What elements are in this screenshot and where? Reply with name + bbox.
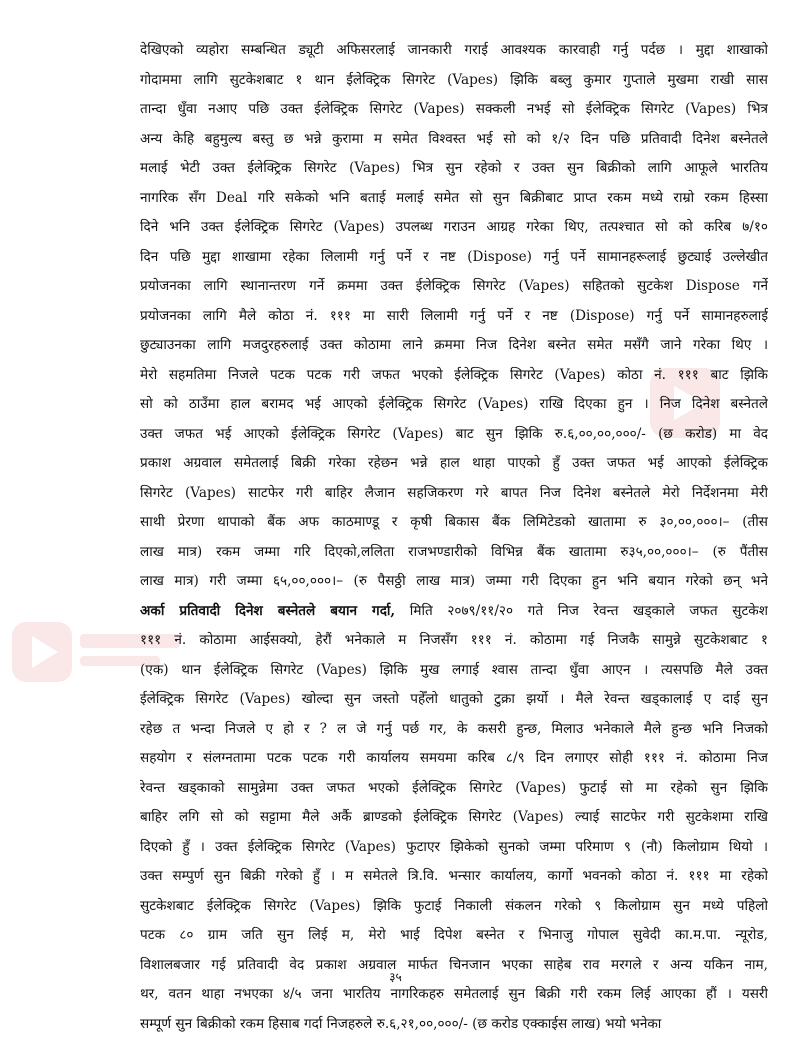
text-line: विशालबजार गई प्रतिवादी वेद प्रकाश अग्रवाल मार्फत चिनजान भएका साहेब राव मरगले र अन्य यकिन नाम,: [140, 951, 768, 981]
text-line: सुटकेशबाट ईलेक्ट्रिक सिगरेट (Vapes) झिकि फुटाई निकाली संकलन गरेको ९ किलोग्राम सुन मध्ये पहिलो: [140, 892, 768, 922]
text-line: दिएको हुँ । उक्त ईलेक्ट्रिक सिगरेट (Vapes) फुटाएर झिकेको सुनको जम्मा परिमाण ९ (नौ) किलोग्राम थियो ।: [140, 833, 768, 863]
text-line: उक्त जफत भई आएको ईलेक्ट्रिक सिगरेट (Vapes) बाट सुन झिकि रु.६,००,००,०००/- (छ करोड) मा वेद: [140, 420, 768, 450]
bold-phrase: अर्का प्रतिवादी दिनेश बस्नेतले बयान गर्दा,: [140, 603, 395, 619]
page-number: ३५: [0, 968, 791, 985]
text-line: पटक ८० ग्राम जति सुन लिई म, मेरो भाई दिपेश बस्नेत र भिनाजु गोपाल सुवेदी का.म.पा. न्यूरोड,: [140, 921, 768, 951]
text-line: देखिएको व्यहोरा सम्बन्धित ड्यूटी अफिसरलाई जानकारी गराई आवश्यक कारवाही गर्नु पर्दछ । मुद्दा शाखाको: [140, 36, 768, 66]
text-line: रहेछ त भन्दा निजले ए हो र ? ल जे गर्नु पर्छ गर, के कसरी हुन्छ, मिलाउ भनेकाले मैले हुन्छ भनि निजको: [140, 715, 768, 745]
text-line: साथी प्रेरणा थापाको बैंक अफ काठमाण्डू र कृषी बिकास बैंक लिमिटेडको खातामा रु ३०,००,०००।– (तीस: [140, 508, 768, 538]
text-line: प्रयोजनका लागि स्थानान्तरण गर्ने क्रममा उक्त ईलेक्ट्रिक सिगरेट (Vapes) सहितको सुटकेश Dispose गर्ने: [140, 272, 768, 302]
text-line-rest: मिति २०७९/११/२० गते निज रेवन्त खड्काले जफत सुटकेश: [410, 603, 768, 619]
text-line: प्रकाश अग्रवाल समेतलाई बिक्री गरेका रहेछन भन्ने हाल थाहा पाएको हुँ उक्त जफत भई आएको ईलेक्ट्रिक: [140, 449, 768, 479]
text-line-with-bold: [140, 597, 768, 627]
text-line: बाहिर लगि सो को सट्टामा मैले अर्कै ब्राण्डको ईलेक्ट्रिक सिगरेट (Vapes) ल्याई साटफेर गरी सुटकेशमा राखि: [140, 803, 768, 833]
text-line: लाख मात्र) रकम जम्मा गरि दिएको,ललिता राजभण्डारीको विभिन्न बैंक खातामा रु३५,००,०००।– (रु पैंतीस: [140, 538, 768, 568]
text-line: १११ नं. कोठामा आईसक्यो, हेरौं भनेकाले म निजसँग १११ नं. कोठामा गई निजकै सामुन्ने सुटकेशबाट १: [140, 626, 768, 656]
text-line: सो को ठाउँमा हाल बरामद भई आएको ईलेक्ट्रिक सिगरेट (Vapes) राखि दिएका हुन । निज दिनेश बस्नेतले: [140, 390, 768, 420]
text-line: प्रयोजनका लागि मैले कोठा नं. १११ मा सारी लिलामी गर्नु पर्ने र नष्ट (Dispose) गर्नु पर्ने सामानहरुलाई: [140, 302, 768, 332]
text-line: रेवन्त खड्काको सामुन्नेमा उक्त जफत भएको ईलेक्ट्रिक सिगरेट (Vapes) फुटाई सो मा रहेको सुन झिकि: [140, 774, 768, 804]
text-line: सिगरेट (Vapes) साटफेर गरी बाहिर लैजान सहजिकरण गरे बापत निज दिनेश बस्नेतले मेरो निर्देशनमा मेरी: [140, 479, 768, 509]
text-line: दिने भनि उक्त ईलेक्ट्रिक सिगरेट (Vapes) उपलब्ध गराउन आग्रह गरेका थिए, तत्पश्चात सो को करिब ७/१०: [140, 213, 768, 243]
text-line: सम्पूर्ण सुन बिक्रीको रकम हिसाब गर्दा निजहरुले रु.६,२१,००,०००/- (छ करोड एक्काईस लाख) भयो भनेका: [140, 1010, 768, 1039]
text-line: उक्त सम्पुर्ण सुन बिक्री गरेको हुँ । म समेतले त्रि.वि. भन्सार कार्यालय, कार्गो भवनको कोठा नं. १११ मा रहेको: [140, 862, 768, 892]
text-line: (एक) थान ईलेक्ट्रिक सिगरेट (Vapes) झिकि मुख लगाई श्वास तान्दा धुँवा आएन । त्यसपछि मैले उक्त: [140, 656, 768, 686]
text-line: अन्य केहि बहुमुल्य बस्तु छ भन्ने कुरामा म समेत विश्वस्त भई सो को १/२ दिन पछि प्रतिवादी दिनेश बस्नेतले: [140, 125, 768, 155]
text-line: सहयोग र संलग्नतामा पटक पटक गरी कार्यालय समयमा करिब ८/९ दिन लगाएर सोही १११ नं. कोठामा निज: [140, 744, 768, 774]
text-line: लाख मात्र) गरी जम्मा ६५,००,०००।– (रु पैसठ्ठी लाख मात्र) जम्मा गरी दिएका हुन भनि बयान गरेको छन् भने: [140, 567, 768, 597]
text-line: दिन पछि मुद्दा शाखामा रहेका लिलामी गर्नु पर्ने र नष्ट (Dispose) गर्नु पर्ने सामानहरूलाई छुट्याई उल्लेखीत: [140, 243, 768, 273]
text-line: गोदाममा लागि सुटकेशबाट १ थान ईलेक्ट्रिक सिगरेट (Vapes) झिकि बब्लु कुमार गुप्ताले मुखमा राखी सास: [140, 66, 768, 96]
text-line: तान्दा धुँवा नआए पछि उक्त ईलेक्ट्रिक सिगरेट (Vapes) सक्कली नभई सो ईलेक्ट्रिक सिगरेट (Vapes) भित्र: [140, 95, 768, 125]
text-line: थर, वतन थाहा नभएका ४/५ जना भारतिय नागरिकहरु समेतलाई सुन बिक्री गरी रकम लिई आएका हौं । यसरी: [140, 980, 768, 1010]
text-line: नागरिक सँग Deal गरि सकेको भनि बताई मलाई समेत सो सुन बिक्रीबाट प्राप्त रकम मध्ये राम्रो रकम हिस्सा: [140, 184, 768, 214]
document-body: [140, 36, 768, 1039]
text-line: छुट्याउनका लागि मजदुरहरुलाई उक्त कोठामा लाने क्रममा निज दिनेश बस्नेत समेत मसँगै जाने गरेका थिए ।: [140, 331, 768, 361]
text-line: मलाई भेटी उक्त ईलेक्ट्रिक सिगरेट (Vapes) भित्र सुन रहेको र उक्त सुन बिक्रीको लागि आफूले भारतिय: [140, 154, 768, 184]
text-line: ईलेक्ट्रिक सिगरेट (Vapes) खोल्दा सुन जस्तो पहेँलो धातुको टुक्रा झर्यो । मैले रेवन्त खड्कालाई ए दाई सुन: [140, 685, 768, 715]
text-line: मेरो सहमतिमा निजले पटक पटक गरी जफत भएको ईलेक्ट्रिक सिगरेट (Vapes) कोठा नं. १११ बाट झिकि: [140, 361, 768, 391]
